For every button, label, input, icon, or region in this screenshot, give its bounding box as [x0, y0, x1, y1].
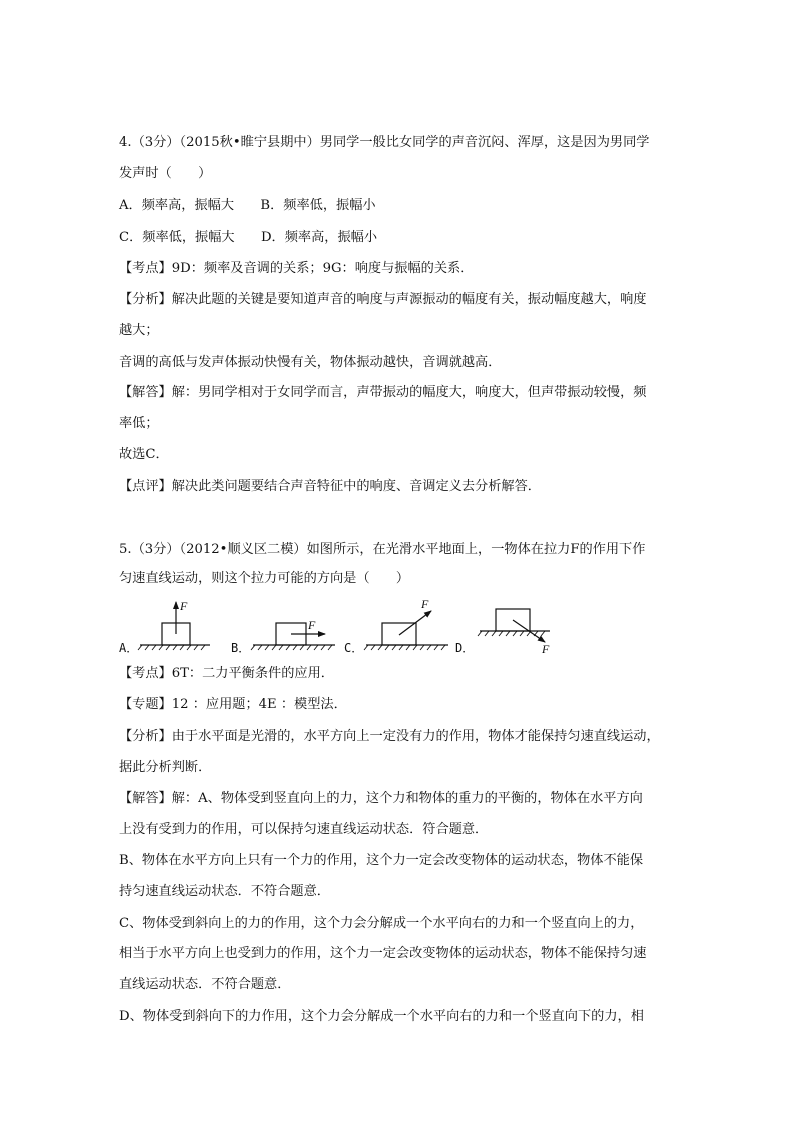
- option-a-label: A．: [119, 641, 139, 655]
- q5-fenxi-line2: 据此分析判断．: [119, 760, 212, 775]
- diagram-c: [344, 598, 448, 655]
- option-c-label: C．: [344, 641, 364, 655]
- force-diagrams: [119, 598, 579, 658]
- q5-jieda-line7: 直线运动状态．不符合题意．: [119, 977, 291, 992]
- force-label: F: [421, 598, 429, 611]
- diagram-a: [119, 599, 210, 655]
- q5-jieda-line5: C、物体受到斜向上的力的作用，这个力会分解成一个水平向右的力和一个竖直向上的力，: [119, 916, 644, 931]
- q5-stem-line1: 5.（3分）（2012•顺义区二模）如图所示，在光滑水平地面上，一物体在拉力F的作用下作: [119, 542, 646, 557]
- q5-jieda-line2: 上没有受到力的作用，可以保持匀速直线运动状态．符合题意．: [119, 822, 489, 837]
- q4-fenxi-line2: 越大；: [119, 323, 159, 338]
- q5-kaodian: 【考点】6T：二力平衡条件的应用．: [119, 666, 334, 681]
- q5-stem-line2: 匀速直线运动，则这个拉力可能的方向是（ ）: [119, 571, 410, 586]
- q5-jieda-line3: B、物体在水平方向上只有一个力的作用，这个力一定会改变物体的运动状态，物体不能保: [119, 853, 643, 868]
- q4-jieda-line2: 率低；: [119, 416, 159, 431]
- force-label: F: [542, 642, 550, 656]
- force-label: F: [308, 618, 316, 632]
- q5-figure: [119, 598, 579, 658]
- q4-dianping: 【点评】解决此类问题要结合声音特征中的响度、音调定义去分析解答．: [119, 479, 541, 494]
- q5-zhuanti: 【专题】12 ：应用题；4E ：模型法．: [119, 697, 347, 712]
- q4-fenxi-line3: 音调的高低与发声体振动快慢有关，物体振动越快，音调就越高．: [119, 355, 502, 370]
- option-b-label: B．: [231, 641, 251, 655]
- diagram-d: [455, 609, 550, 656]
- q5-jieda-line8: D、物体受到斜向下的力作用，这个力会分解成一个水平向右的力和一个竖直向下的力，相: [119, 1009, 644, 1024]
- q4-jieda-line1: 【解答】解：男同学相对于女同学而言，声带振动的幅度大，响度大，但声带振动较慢，频: [119, 385, 647, 400]
- q5-jieda-line6: 相当于水平方向上也受到力的作用，这个力一定会改变物体的运动状态，物体不能保持匀速: [119, 946, 647, 961]
- q4-fenxi-line1: 【分析】解决此题的关键是要知道声音的响度与声源振动的幅度有关，振动幅度越大，响度: [119, 292, 647, 307]
- q5-jieda-line4: 持匀速直线运动状态．不符合题意．: [119, 884, 330, 899]
- force-label: F: [180, 599, 188, 613]
- q5-jieda-line1: 【解答】解：A、物体受到竖直向上的力，这个力和物体的重力的平衡的，物体在水平方向: [119, 791, 643, 806]
- q4-options-cd: C．频率低，振幅大 D．频率高，振幅小: [119, 230, 378, 245]
- ground-hatch: [138, 645, 205, 650]
- diagram-b: [231, 618, 335, 655]
- q4-kaodian: 【考点】9D：频率及音调的关系；9G：响度与振幅的关系．: [119, 261, 474, 276]
- q4-stem-line2: 发声时（ ）: [119, 166, 212, 181]
- ground-hatch: [251, 645, 332, 650]
- q4-options-ab: A．频率高，振幅大 B．频率低，振幅小: [119, 198, 376, 213]
- q4-stem-line1: 4.（3分）（2015秋•睢宁县期中）男同学一般比女同学的声音沉闷、浑厚，这是因为男同学: [119, 135, 650, 150]
- ground-hatch: [364, 645, 445, 650]
- q5-fenxi-line1: 【分析】由于水平面是光滑的，水平方向上一定没有力的作用，物体才能保持匀速直线运动，: [119, 729, 660, 744]
- option-d-label: D．: [455, 641, 475, 655]
- q4-jieda-line3: 故选C．: [119, 447, 169, 462]
